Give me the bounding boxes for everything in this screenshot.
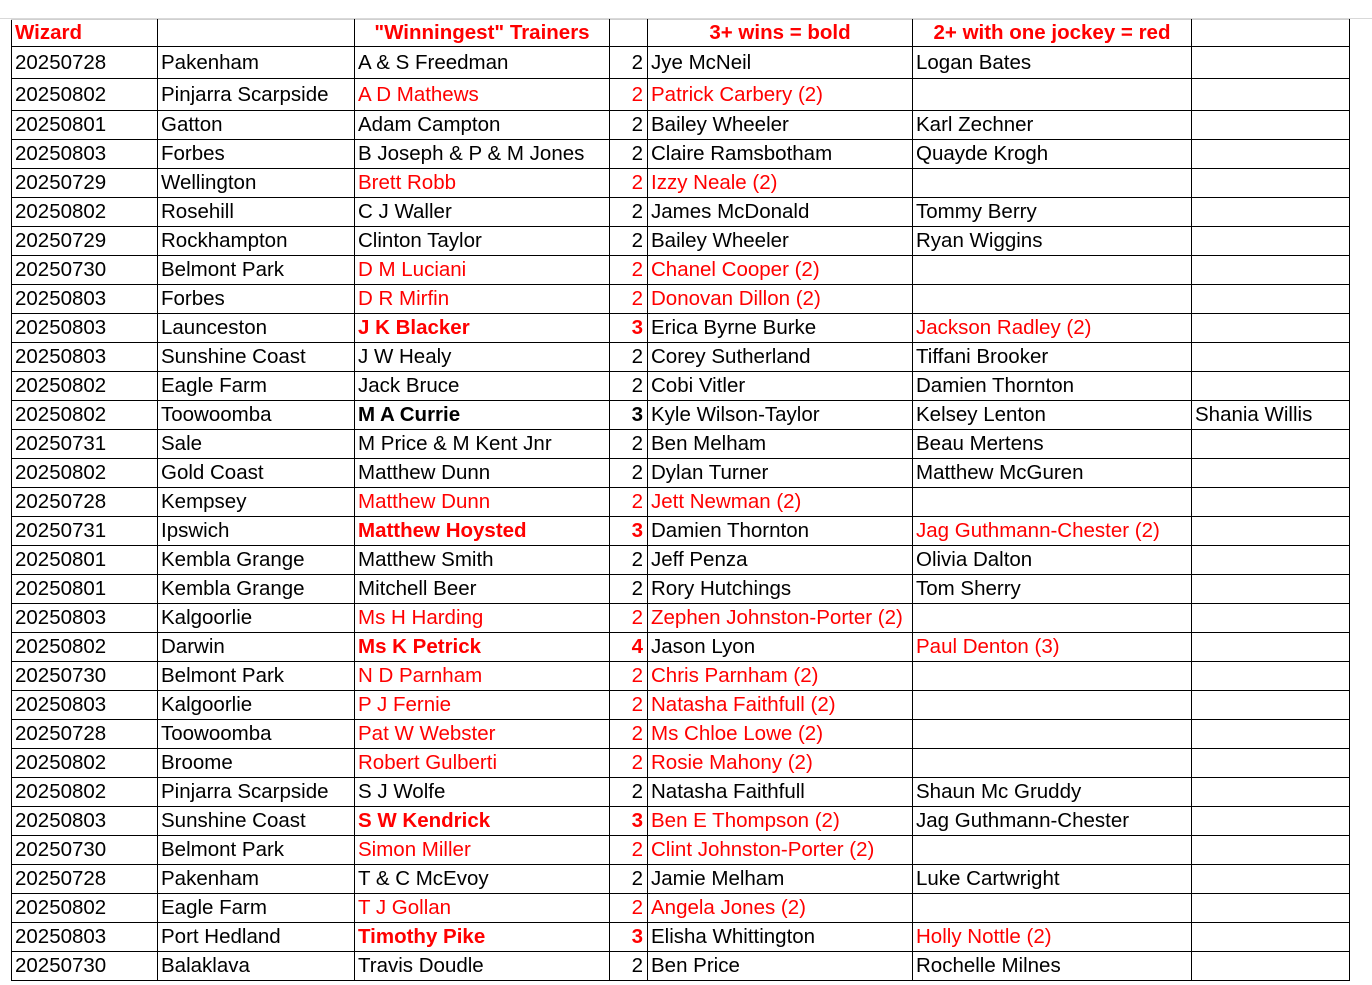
- cell-jockey-1[interactable]: Ben Melham: [648, 430, 913, 459]
- cell-jockey-2[interactable]: [913, 749, 1192, 778]
- cell-trainer[interactable]: Robert Gulberti: [355, 749, 610, 778]
- cell-wins[interactable]: 2: [610, 575, 648, 604]
- cell-wins[interactable]: 2: [610, 778, 648, 807]
- cell-date[interactable]: 20250803: [12, 604, 158, 633]
- cell-track[interactable]: Rosehill: [158, 198, 355, 227]
- cell-track[interactable]: Forbes: [158, 285, 355, 314]
- cell-jockey-3[interactable]: [1192, 778, 1350, 807]
- table-row: [12, 749, 1350, 778]
- cell-trainer[interactable]: D M Luciani: [355, 256, 610, 285]
- cell-date[interactable]: 20250803: [12, 691, 158, 720]
- cell-jockey-1[interactable]: Donovan Dillon (2): [648, 285, 913, 314]
- table-row: [12, 923, 1350, 952]
- cell-date[interactable]: 20250803: [12, 140, 158, 169]
- cell-date[interactable]: 20250801: [12, 111, 158, 140]
- cell-track[interactable]: Eagle Farm: [158, 372, 355, 401]
- header-cell-wins[interactable]: [610, 20, 648, 47]
- cell-jockey-1[interactable]: Bailey Wheeler: [648, 111, 913, 140]
- table-row: [12, 401, 1350, 430]
- header-cell-bold-rule[interactable]: 3+ wins = bold: [648, 20, 913, 47]
- cell-jockey-3[interactable]: [1192, 807, 1350, 836]
- table-row: [12, 227, 1350, 256]
- cell-jockey-2[interactable]: [913, 894, 1192, 923]
- cell-jockey-2[interactable]: Tiffani Brooker: [913, 343, 1192, 372]
- cell-jockey-2[interactable]: Matthew McGuren: [913, 459, 1192, 488]
- cell-jockey-1[interactable]: Jye McNeil: [648, 47, 913, 79]
- cell-date[interactable]: 20250731: [12, 430, 158, 459]
- table-row: [12, 894, 1350, 923]
- cell-jockey-3[interactable]: [1192, 198, 1350, 227]
- table-row: [12, 807, 1350, 836]
- cell-jockey-1[interactable]: Izzy Neale (2): [648, 169, 913, 198]
- cell-jockey-3[interactable]: [1192, 575, 1350, 604]
- cell-track[interactable]: Pakenham: [158, 865, 355, 894]
- cell-jockey-2[interactable]: [913, 256, 1192, 285]
- cell-jockey-1[interactable]: Ben E Thompson (2): [648, 807, 913, 836]
- cell-trainer[interactable]: B Joseph & P & M Jones: [355, 140, 610, 169]
- cell-track[interactable]: Wellington: [158, 169, 355, 198]
- cell-track[interactable]: Toowoomba: [158, 720, 355, 749]
- cell-jockey-1[interactable]: Bailey Wheeler: [648, 227, 913, 256]
- table-row: [12, 256, 1350, 285]
- cell-wins[interactable]: 2: [610, 894, 648, 923]
- cell-jockey-3[interactable]: [1192, 749, 1350, 778]
- cell-date[interactable]: 20250730: [12, 836, 158, 865]
- cell-jockey-2[interactable]: Jag Guthmann-Chester: [913, 807, 1192, 836]
- cell-date[interactable]: 20250802: [12, 401, 158, 430]
- header-cell-red-rule[interactable]: 2+ with one jockey = red: [913, 20, 1192, 47]
- cell-track[interactable]: Forbes: [158, 140, 355, 169]
- cell-jockey-2[interactable]: Rochelle Milnes: [913, 952, 1192, 981]
- table-row: [12, 720, 1350, 749]
- cell-date[interactable]: 20250802: [12, 894, 158, 923]
- cell-jockey-3[interactable]: [1192, 662, 1350, 691]
- cell-jockey-2[interactable]: Holly Nottle (2): [913, 923, 1192, 952]
- cell-trainer[interactable]: S W Kendrick: [355, 807, 610, 836]
- cell-wins[interactable]: 2: [610, 604, 648, 633]
- cell-wins[interactable]: 4: [610, 633, 648, 662]
- cell-trainer[interactable]: Jack Bruce: [355, 372, 610, 401]
- cell-jockey-3[interactable]: [1192, 894, 1350, 923]
- cell-date[interactable]: 20250802: [12, 749, 158, 778]
- cell-trainer[interactable]: P J Fernie: [355, 691, 610, 720]
- table-row: [12, 314, 1350, 343]
- cell-jockey-3[interactable]: [1192, 633, 1350, 662]
- cell-jockey-3[interactable]: [1192, 952, 1350, 981]
- cell-jockey-1[interactable]: Jamie Melham: [648, 865, 913, 894]
- cell-wins[interactable]: 3: [610, 923, 648, 952]
- cell-date[interactable]: 20250801: [12, 575, 158, 604]
- cell-wins[interactable]: 2: [610, 488, 648, 517]
- cell-track[interactable]: Sale: [158, 430, 355, 459]
- cell-jockey-3[interactable]: [1192, 691, 1350, 720]
- cell-jockey-3[interactable]: [1192, 720, 1350, 749]
- cell-jockey-3[interactable]: [1192, 285, 1350, 314]
- cell-jockey-2[interactable]: Luke Cartwright: [913, 865, 1192, 894]
- cell-wins[interactable]: 2: [610, 198, 648, 227]
- cell-wins[interactable]: 3: [610, 807, 648, 836]
- cell-trainer[interactable]: Adam Campton: [355, 111, 610, 140]
- cell-wins[interactable]: 3: [610, 517, 648, 546]
- cell-track[interactable]: Pinjarra Scarpside: [158, 79, 355, 111]
- cell-jockey-2[interactable]: Ryan Wiggins: [913, 227, 1192, 256]
- trainers-table: [11, 19, 1350, 981]
- cell-trainer[interactable]: Ms H Harding: [355, 604, 610, 633]
- cell-jockey-1[interactable]: Chris Parnham (2): [648, 662, 913, 691]
- table-row: [12, 169, 1350, 198]
- cell-jockey-2[interactable]: [913, 720, 1192, 749]
- cell-trainer[interactable]: Ms K Petrick: [355, 633, 610, 662]
- cell-jockey-1[interactable]: James McDonald: [648, 198, 913, 227]
- cell-date[interactable]: 20250728: [12, 47, 158, 79]
- cell-wins[interactable]: 2: [610, 430, 648, 459]
- cell-trainer[interactable]: M Price & M Kent Jnr: [355, 430, 610, 459]
- cell-jockey-1[interactable]: Patrick Carbery (2): [648, 79, 913, 111]
- cell-jockey-1[interactable]: Jason Lyon: [648, 633, 913, 662]
- cell-jockey-2[interactable]: [913, 604, 1192, 633]
- cell-date[interactable]: 20250730: [12, 662, 158, 691]
- cell-trainer[interactable]: D R Mirfin: [355, 285, 610, 314]
- cell-jockey-1[interactable]: Kyle Wilson-Taylor: [648, 401, 913, 430]
- cell-jockey-1[interactable]: Cobi Vitler: [648, 372, 913, 401]
- cell-wins[interactable]: 3: [610, 314, 648, 343]
- table-row: [12, 79, 1350, 111]
- cell-date[interactable]: 20250730: [12, 256, 158, 285]
- cell-jockey-1[interactable]: Zephen Johnston-Porter (2): [648, 604, 913, 633]
- cell-trainer[interactable]: Matthew Hoysted: [355, 517, 610, 546]
- cell-jockey-2[interactable]: Damien Thornton: [913, 372, 1192, 401]
- cell-trainer[interactable]: T & C McEvoy: [355, 865, 610, 894]
- cell-wins[interactable]: 2: [610, 343, 648, 372]
- cell-track[interactable]: Toowoomba: [158, 401, 355, 430]
- table-row: [12, 459, 1350, 488]
- table-row: [12, 517, 1350, 546]
- cell-track[interactable]: Sunshine Coast: [158, 807, 355, 836]
- cell-date[interactable]: 20250729: [12, 227, 158, 256]
- cell-track[interactable]: Eagle Farm: [158, 894, 355, 923]
- header-cell-track[interactable]: [158, 20, 355, 47]
- cell-date[interactable]: 20250803: [12, 807, 158, 836]
- cell-wins[interactable]: 3: [610, 401, 648, 430]
- table-row: [12, 952, 1350, 981]
- cell-jockey-1[interactable]: Rosie Mahony (2): [648, 749, 913, 778]
- cell-jockey-3[interactable]: [1192, 836, 1350, 865]
- cell-date[interactable]: 20250801: [12, 546, 158, 575]
- cell-track[interactable]: Kalgoorlie: [158, 604, 355, 633]
- cell-date[interactable]: 20250802: [12, 198, 158, 227]
- cell-trainer[interactable]: Pat W Webster: [355, 720, 610, 749]
- cell-jockey-1[interactable]: Dylan Turner: [648, 459, 913, 488]
- cell-track[interactable]: Belmont Park: [158, 662, 355, 691]
- cell-jockey-1[interactable]: Erica Byrne Burke: [648, 314, 913, 343]
- cell-jockey-2[interactable]: [913, 836, 1192, 865]
- cell-date[interactable]: 20250728: [12, 488, 158, 517]
- cell-jockey-1[interactable]: Natasha Faithfull: [648, 778, 913, 807]
- cell-jockey-2[interactable]: Karl Zechner: [913, 111, 1192, 140]
- cell-jockey-1[interactable]: Clint Johnston-Porter (2): [648, 836, 913, 865]
- cell-jockey-1[interactable]: Ben Price: [648, 952, 913, 981]
- cell-date[interactable]: 20250802: [12, 778, 158, 807]
- cell-jockey-3[interactable]: [1192, 923, 1350, 952]
- cell-wins[interactable]: 2: [610, 749, 648, 778]
- cell-jockey-1[interactable]: Corey Sutherland: [648, 343, 913, 372]
- table-row: [12, 140, 1350, 169]
- cell-jockey-1[interactable]: Jett Newman (2): [648, 488, 913, 517]
- table-row: [12, 604, 1350, 633]
- cell-track[interactable]: Kembla Grange: [158, 575, 355, 604]
- header-row: [12, 20, 1350, 47]
- cell-wins[interactable]: 2: [610, 256, 648, 285]
- cell-trainer[interactable]: Matthew Dunn: [355, 459, 610, 488]
- cell-wins[interactable]: 2: [610, 140, 648, 169]
- cell-jockey-1[interactable]: Natasha Faithfull (2): [648, 691, 913, 720]
- cell-track[interactable]: Broome: [158, 749, 355, 778]
- cell-trainer[interactable]: Simon Miller: [355, 836, 610, 865]
- cell-track[interactable]: Darwin: [158, 633, 355, 662]
- cell-track[interactable]: Kempsey: [158, 488, 355, 517]
- cell-trainer[interactable]: Matthew Smith: [355, 546, 610, 575]
- table-row: [12, 111, 1350, 140]
- table-row: [12, 47, 1350, 79]
- cell-jockey-1[interactable]: Chanel Cooper (2): [648, 256, 913, 285]
- cell-jockey-2[interactable]: Tom Sherry: [913, 575, 1192, 604]
- cell-wins[interactable]: 2: [610, 720, 648, 749]
- cell-wins[interactable]: 2: [610, 169, 648, 198]
- cell-jockey-2[interactable]: Jag Guthmann-Chester (2): [913, 517, 1192, 546]
- cell-trainer[interactable]: Timothy Pike: [355, 923, 610, 952]
- cell-wins[interactable]: 2: [610, 662, 648, 691]
- cell-date[interactable]: 20250803: [12, 343, 158, 372]
- cell-track[interactable]: Sunshine Coast: [158, 343, 355, 372]
- cell-date[interactable]: 20250729: [12, 169, 158, 198]
- cell-date[interactable]: 20250728: [12, 865, 158, 894]
- cell-jockey-3[interactable]: [1192, 604, 1350, 633]
- cell-track[interactable]: Belmont Park: [158, 836, 355, 865]
- table-row: [12, 633, 1350, 662]
- cell-jockey-1[interactable]: Claire Ramsbotham: [648, 140, 913, 169]
- cell-trainer[interactable]: Matthew Dunn: [355, 488, 610, 517]
- table-row: [12, 546, 1350, 575]
- cell-jockey-1[interactable]: Jeff Penza: [648, 546, 913, 575]
- cell-wins[interactable]: 2: [610, 836, 648, 865]
- cell-track[interactable]: Ipswich: [158, 517, 355, 546]
- cell-jockey-1[interactable]: Angela Jones (2): [648, 894, 913, 923]
- table-row: [12, 343, 1350, 372]
- cell-jockey-2[interactable]: Paul Denton (3): [913, 633, 1192, 662]
- cell-trainer[interactable]: T J Gollan: [355, 894, 610, 923]
- cell-date[interactable]: 20250802: [12, 372, 158, 401]
- table-row: [12, 488, 1350, 517]
- cell-date[interactable]: 20250730: [12, 952, 158, 981]
- cell-trainer[interactable]: Clinton Taylor: [355, 227, 610, 256]
- cell-jockey-2[interactable]: Logan Bates: [913, 47, 1192, 79]
- cell-jockey-2[interactable]: [913, 285, 1192, 314]
- cell-jockey-3[interactable]: [1192, 459, 1350, 488]
- cell-jockey-3[interactable]: [1192, 47, 1350, 79]
- table-row: [12, 778, 1350, 807]
- cell-track[interactable]: Pinjarra Scarpside: [158, 778, 355, 807]
- cell-wins[interactable]: 2: [610, 372, 648, 401]
- cell-date[interactable]: 20250728: [12, 720, 158, 749]
- cell-jockey-3[interactable]: [1192, 256, 1350, 285]
- cell-wins[interactable]: 2: [610, 865, 648, 894]
- table-row: [12, 198, 1350, 227]
- cell-date[interactable]: 20250802: [12, 459, 158, 488]
- cell-trainer[interactable]: Mitchell Beer: [355, 575, 610, 604]
- cell-trainer[interactable]: J K Blacker: [355, 314, 610, 343]
- cell-trainer[interactable]: A & S Freedman: [355, 47, 610, 79]
- cell-jockey-2[interactable]: Tommy Berry: [913, 198, 1192, 227]
- table-row: [12, 575, 1350, 604]
- cell-date[interactable]: 20250803: [12, 923, 158, 952]
- cell-date[interactable]: 20250731: [12, 517, 158, 546]
- cell-trainer[interactable]: M A Currie: [355, 401, 610, 430]
- cell-track[interactable]: Kalgoorlie: [158, 691, 355, 720]
- cell-jockey-3[interactable]: [1192, 79, 1350, 111]
- cell-wins[interactable]: 2: [610, 79, 648, 111]
- cell-wins[interactable]: 2: [610, 546, 648, 575]
- table-row: [12, 836, 1350, 865]
- cell-wins[interactable]: 2: [610, 227, 648, 256]
- cell-track[interactable]: Pakenham: [158, 47, 355, 79]
- cell-jockey-2[interactable]: [913, 691, 1192, 720]
- cell-jockey-2[interactable]: Jackson Radley (2): [913, 314, 1192, 343]
- cell-trainer[interactable]: C J Waller: [355, 198, 610, 227]
- cell-trainer[interactable]: Travis Doudle: [355, 952, 610, 981]
- cell-jockey-3[interactable]: [1192, 372, 1350, 401]
- cell-jockey-2[interactable]: Shaun Mc Gruddy: [913, 778, 1192, 807]
- cell-trainer[interactable]: Brett Robb: [355, 169, 610, 198]
- cell-jockey-3[interactable]: [1192, 111, 1350, 140]
- cell-wins[interactable]: 2: [610, 459, 648, 488]
- header-cell-trainers[interactable]: "Winningest" Trainers: [355, 20, 610, 47]
- table-row: [12, 372, 1350, 401]
- top-gridline: [0, 0, 1372, 19]
- cell-jockey-3[interactable]: [1192, 343, 1350, 372]
- cell-wins[interactable]: 2: [610, 952, 648, 981]
- cell-jockey-3[interactable]: [1192, 517, 1350, 546]
- cell-jockey-3[interactable]: [1192, 865, 1350, 894]
- cell-track[interactable]: Gold Coast: [158, 459, 355, 488]
- cell-date[interactable]: 20250803: [12, 314, 158, 343]
- cell-date[interactable]: 20250802: [12, 633, 158, 662]
- cell-jockey-3[interactable]: [1192, 546, 1350, 575]
- cell-jockey-3[interactable]: [1192, 488, 1350, 517]
- table-row: [12, 691, 1350, 720]
- cell-track[interactable]: Port Hedland: [158, 923, 355, 952]
- cell-jockey-2[interactable]: [913, 79, 1192, 111]
- table-row: [12, 430, 1350, 459]
- cell-jockey-3[interactable]: Shania Willis: [1192, 401, 1350, 430]
- cell-jockey-1[interactable]: Rory Hutchings: [648, 575, 913, 604]
- cell-track[interactable]: Launceston: [158, 314, 355, 343]
- table-row: [12, 662, 1350, 691]
- table-row: [12, 285, 1350, 314]
- cell-jockey-2[interactable]: Kelsey Lenton: [913, 401, 1192, 430]
- cell-jockey-1[interactable]: Damien Thornton: [648, 517, 913, 546]
- cell-jockey-2[interactable]: [913, 662, 1192, 691]
- cell-wins[interactable]: 2: [610, 691, 648, 720]
- cell-trainer[interactable]: J W Healy: [355, 343, 610, 372]
- cell-track[interactable]: Rockhampton: [158, 227, 355, 256]
- header-cell-extra[interactable]: [1192, 20, 1350, 47]
- cell-wins[interactable]: 2: [610, 285, 648, 314]
- table-row: [12, 865, 1350, 894]
- cell-trainer[interactable]: N D Parnham: [355, 662, 610, 691]
- cell-date[interactable]: 20250803: [12, 285, 158, 314]
- cell-wins[interactable]: 2: [610, 47, 648, 79]
- cell-jockey-3[interactable]: [1192, 314, 1350, 343]
- cell-jockey-1[interactable]: Elisha Whittington: [648, 923, 913, 952]
- cell-track[interactable]: Kembla Grange: [158, 546, 355, 575]
- cell-trainer[interactable]: S J Wolfe: [355, 778, 610, 807]
- cell-jockey-2[interactable]: [913, 169, 1192, 198]
- cell-jockey-1[interactable]: Ms Chloe Lowe (2): [648, 720, 913, 749]
- cell-jockey-3[interactable]: [1192, 430, 1350, 459]
- cell-jockey-3[interactable]: [1192, 140, 1350, 169]
- cell-wins[interactable]: 2: [610, 111, 648, 140]
- cell-track[interactable]: Belmont Park: [158, 256, 355, 285]
- cell-trainer[interactable]: A D Mathews: [355, 79, 610, 111]
- cell-track[interactable]: Balaklava: [158, 952, 355, 981]
- cell-jockey-2[interactable]: Beau Mertens: [913, 430, 1192, 459]
- cell-jockey-2[interactable]: Olivia Dalton: [913, 546, 1192, 575]
- cell-track[interactable]: Gatton: [158, 111, 355, 140]
- cell-date[interactable]: 20250802: [12, 79, 158, 111]
- cell-jockey-3[interactable]: [1192, 227, 1350, 256]
- header-cell-wizard[interactable]: Wizard: [12, 20, 158, 47]
- cell-jockey-2[interactable]: [913, 488, 1192, 517]
- cell-jockey-2[interactable]: Quayde Krogh: [913, 140, 1192, 169]
- cell-jockey-3[interactable]: [1192, 169, 1350, 198]
